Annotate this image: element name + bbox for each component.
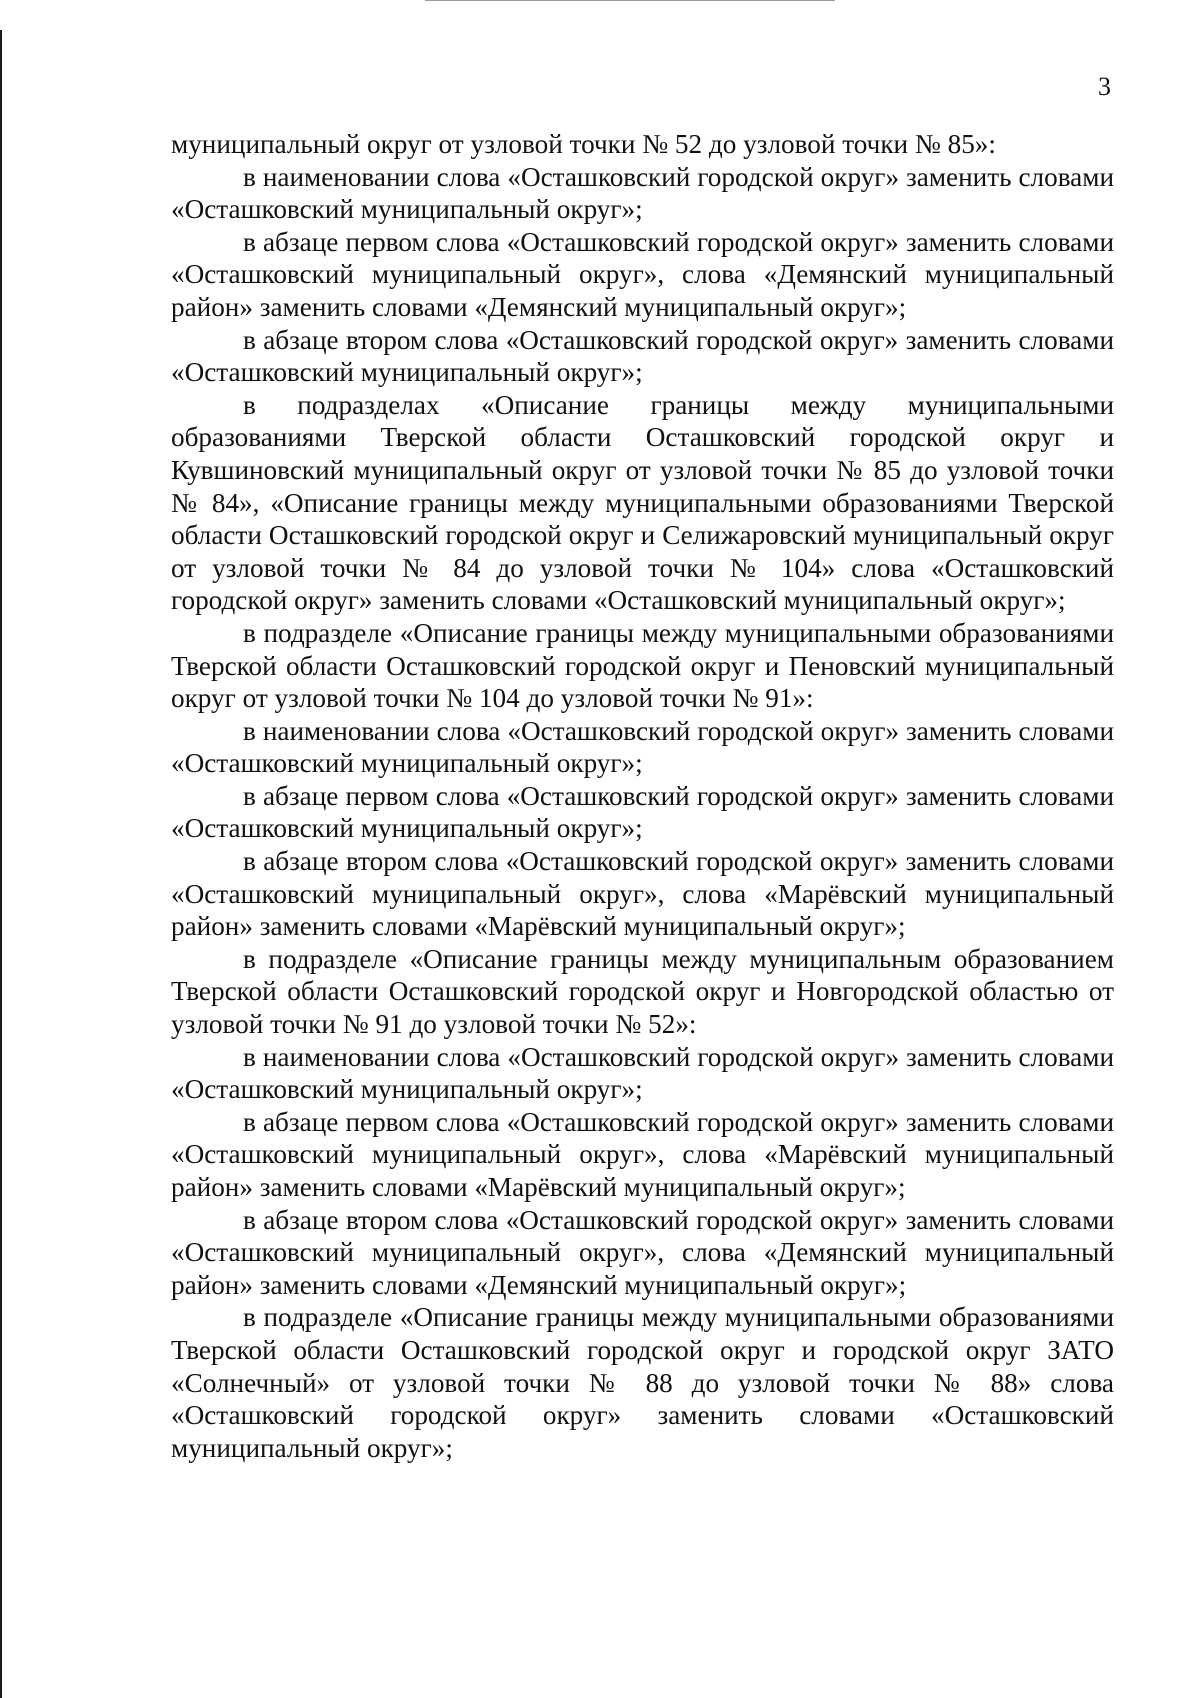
paragraph: в подразделах «Описание границы между муниципальными образованиями Тверской области Осташковский городской округ и Кувшиновский муниципальный округ от узловой точки № 85 до узловой точки № 84», «Описание границы между муниципальными образованиями Тверской области Осташковский городской округ и Селижаровский муниципальный округ от узловой точки № 84 до узловой точки № 104» слова «Осташковский городской округ» заменить словами «Осташковский муниципальный округ»; <box>171 389 1114 616</box>
paragraph: в абзаце втором слова «Осташковский городской округ» заменить словами «Осташковский муниципальный округ», слова «Демянский муниципальный район» заменить словами «Демянский муниципальный округ»; <box>171 1204 1114 1300</box>
document-body <box>171 128 1114 1464</box>
paragraph: в наименовании слова «Осташковский городской округ» заменить словами «Осташковский муниципальный округ»; <box>171 715 1114 779</box>
paragraph: в наименовании слова «Осташковский городской округ» заменить словами «Осташковский муниципальный округ»; <box>171 161 1114 225</box>
paragraph: в абзаце втором слова «Осташковский городской округ» заменить словами «Осташковский муниципальный округ»; <box>171 324 1114 388</box>
paragraph: в абзаце первом слова «Осташковский городской округ» заменить словами «Осташковский муниципальный округ», слова «Марёвский муниципальный район» заменить словами «Марёвский муниципальный округ»; <box>171 1106 1114 1202</box>
paragraph: в абзаце первом слова «Осташковский городской округ» заменить словами «Осташковский муниципальный округ»; <box>171 780 1114 844</box>
paragraph: муниципальный округ от узловой точки № 52 до узловой точки № 85»: <box>171 129 996 159</box>
paragraph: в абзаце втором слова «Осташковский городской округ» заменить словами «Осташковский муниципальный округ», слова «Марёвский муниципальный район» заменить словами «Марёвский муниципальный округ»; <box>171 846 1114 942</box>
paragraph: в подразделе «Описание границы между муниципальными образованиями Тверской области Осташковский городской округ и Пеновский муниципальный округ от узловой точки № 104 до узловой точки № 91»: <box>171 617 1114 714</box>
scan-top-mark <box>425 0 835 1</box>
page-number: 3 <box>1098 72 1111 101</box>
scan-left-edge <box>0 30 2 1698</box>
paragraph: в наименовании слова «Осташковский городской округ» заменить словами «Осташковский муниципальный округ»; <box>171 1041 1114 1105</box>
paragraph: в абзаце первом слова «Осташковский городской округ» заменить словами «Осташковский муниципальный округ», слова «Демянский муниципальный район» заменить словами «Демянский муниципальный округ»; <box>171 226 1114 322</box>
paragraph: в подразделе «Описание границы между муниципальным образованием Тверской области Осташковский городской округ и Новгородской областью от узловой точки № 91 до узловой точки № 52»: <box>171 943 1114 1040</box>
paragraph: в подразделе «Описание границы между муниципальными образованиями Тверской области Осташковский городской округ и городской округ ЗАТО «Солнечный» от узловой точки № 88 до узловой точки № 88» слова «Осташковский городской округ» заменить словами «Осташковский муниципальный округ»; <box>171 1302 1114 1463</box>
